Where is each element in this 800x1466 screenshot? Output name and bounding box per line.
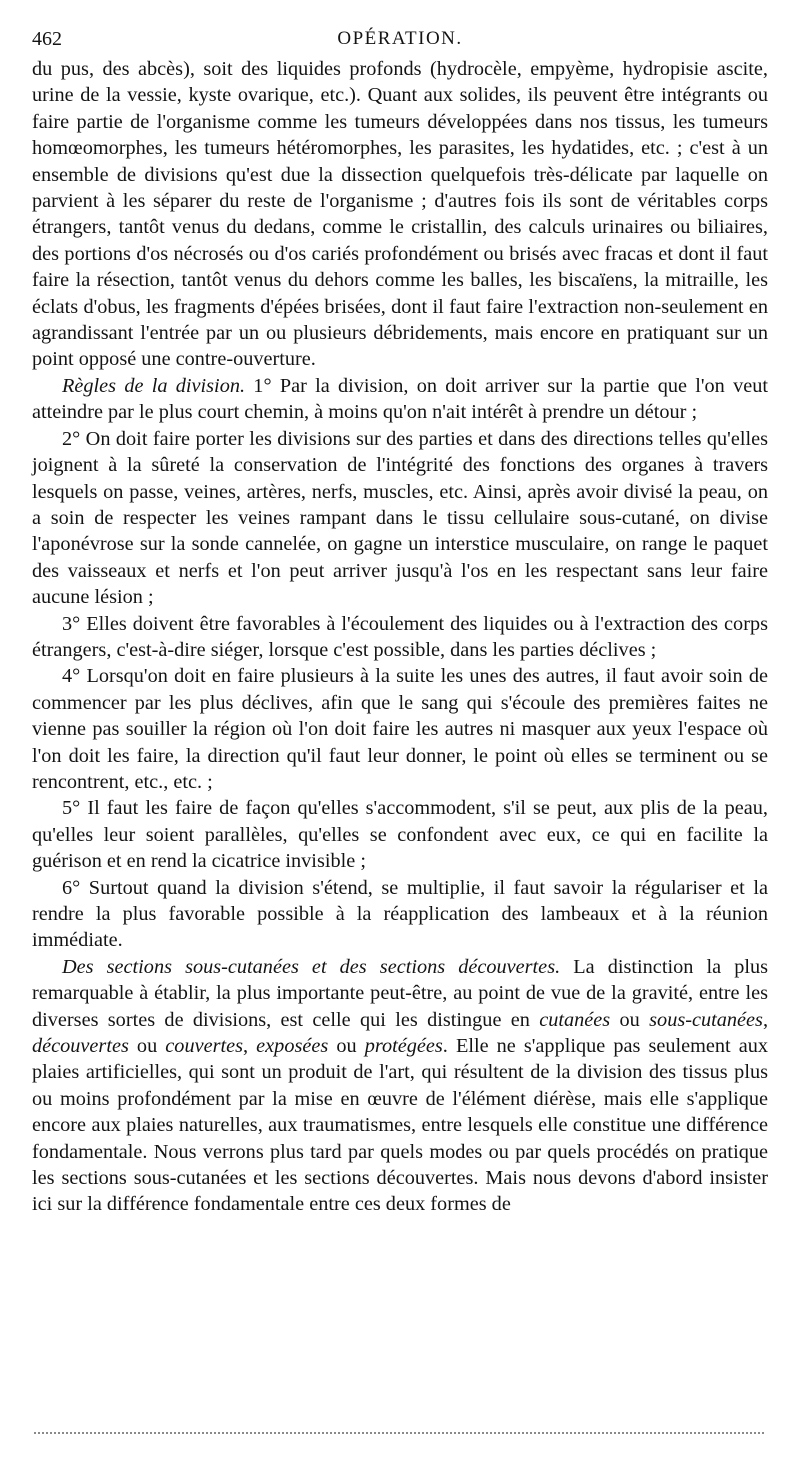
paragraph-text: 4° Lorsqu'on doit en faire plusieurs à la suite les unes des autres, il faut avoir soin de commencer par les plus déclives, afin que le sang qui s'écoule des premières faites ne vienne pas souiller la région où l'on doit faire les autres ni masquer aux yeux l'espace où l'on doit les faire, la direction qu'il faut leur donner, le point où elles se terminent ou se rencontrent, etc., etc. ; [32,665,768,793]
paragraph-text: ou [128,1035,166,1058]
italic-term: exposées [256,1035,329,1058]
paragraph-text: La distinction la plus remarquable à établir, la plus importante peut-être, au point de vue de la gravité, entre les diverses sortes de divisions, est celle qui les distingue en [32,955,768,1031]
section-heading: Des sections sous-cutanées et des sections découvertes. [62,955,561,978]
paragraph-rule-4 [32,663,768,795]
paragraph-text: , [762,1008,769,1031]
italic-term: découvertes [32,1035,129,1058]
running-head [32,26,768,52]
italic-term: protégées [364,1035,443,1058]
paragraph-rule-6 [32,875,768,954]
paragraph-text: . Elle ne s'applique pas seulement aux plaies artificielles, qui sont un produit de l'art, qui résultent de la division des tissus plus ou moins profondément par la mise en œuvre de l'élément diérèse, mais elle s'applique encore aux plaies naturelles, aux traumatismes, entre lesquels elle constitue une différence fondamentale. Nous verrons plus tard par quels modes ou par quels procédés on pratique les sections sous-cutanées et les sections découvertes. Mais nous devons d'abord insister ici sur la différence fondamentale entre ces deux formes de [32,1035,769,1216]
paragraph-rule-3 [32,611,768,664]
paragraph-text: ou [328,1035,365,1058]
book-page [32,26,768,1218]
paragraph-continuation [32,56,768,373]
italic-term: sous-cutanées [649,1008,763,1031]
paragraph-rule-5 [32,795,768,874]
page-number: 462 [32,28,62,50]
footer-rule [34,1432,764,1434]
running-title: OPÉRATION. [337,28,463,49]
paragraph-text: , [243,1035,257,1058]
paragraph-text: 2° On doit faire porter les divisions sur des parties et dans des directions telles qu'elles joignent à la sûreté la conservation de l'intégrité des fonctions des organes à travers lesquels on passe, veines, artères, nerfs, muscles, etc. Ainsi, après avoir divisé la peau, on a soin de respecter les veines rampant dans le tissu cellulaire sous-cutané, on divise l'aponévrose sur la sonde cannelée, on gagne un interstice musculaire, on range le paquet des vaisseaux et nerfs et l'on peut arriver jusqu'à l'os en les respectant sans leur faire aucune lésion ; [32,427,768,609]
paragraph-text: 5° Il faut les faire de façon qu'elles s'accommodent, s'il se peut, aux plis de la peau, qu'elles leur soient parallèles, qu'elles se confondent avec eux, ce qui en facilite la guérison et en rend la cicatrice invisible ; [32,797,768,873]
italic-term: couvertes [165,1035,244,1058]
paragraph-text: 6° Surtout quand la division s'étend, se multiplie, il faut savoir la régulariser et la rendre la plus favorable possible à la réapplication des lambeaux et à la réunion immédiate. [32,876,768,952]
paragraph-rules [32,373,768,426]
paragraph-text: ou [610,1008,650,1031]
paragraph-text: 1° Par la division, on doit arriver sur la partie que l'on veut atteindre par le plus court chemin, à moins qu'on n'ait intérêt à prendre un détour ; [32,374,768,424]
section-heading: Règles de la division. [62,374,246,397]
paragraph-text: du pus, des abcès), soit des liquides profonds (hydrocèle, empyème, hydropisie ascite, urine de la vessie, kyste ovarique, etc.). Quant aux solides, ils peuvent être intégrants ou faire partie de l'organisme comme les tumeurs développées dans nos tissus, les tumeurs homœomorphes, les tumeurs hétéromorphes, les parasites, les hydatides, etc. ; c'est à un ensemble de divisions qu'est due la dissection quelquefois très-délicate par laquelle on parvient à les séparer du reste de l'organisme ; d'autres fois ils sont de véritables corps étrangers, tantôt venus du dedans, comme le cristallin, des calculs urinaires ou biliaires, des portions d'os nécrosés ou d'os cariés profondément ou brisés avec fracas et dont il faut faire la résection, tantôt venus du dehors comme les balles, les biscaïens, la mitraille, les éclats d'obus, les fragments d'épées brisées, dont il faut faire l'extraction non-seulement en agrandissant l'entrée par un ou plusieurs débridements, mais encore en pratiquant sur un point opposé une contre-ouverture. [32,58,768,371]
paragraph-sections [32,954,768,1218]
italic-term: cutanées [539,1008,611,1031]
paragraph-rule-2 [32,426,768,611]
paragraph-text: 3° Elles doivent être favorables à l'écoulement des liquides ou à l'extraction des corps étrangers, c'est-à-dire siéger, lorsque c'est possible, dans les parties déclives ; [32,612,768,661]
